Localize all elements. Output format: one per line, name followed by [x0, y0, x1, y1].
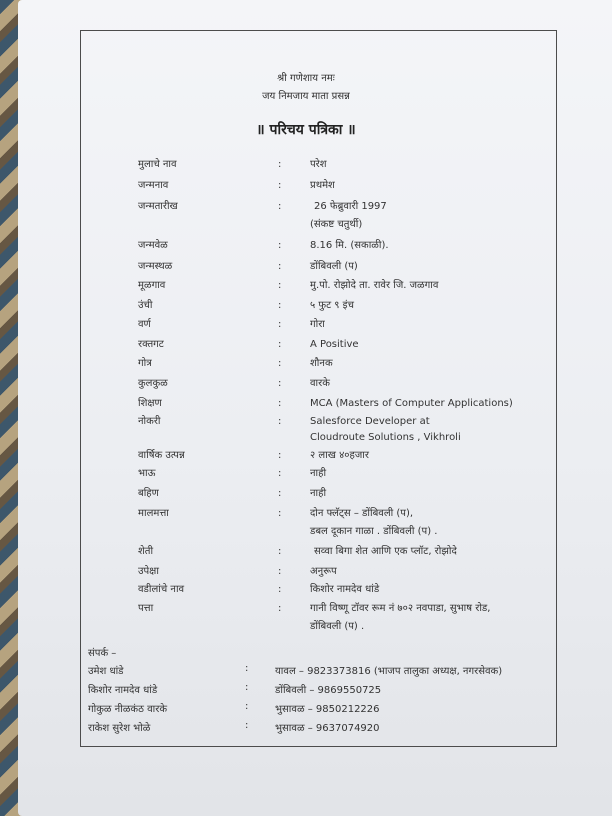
detail-separator: :	[278, 398, 282, 409]
detail-value: Salesforce Developer at	[310, 416, 430, 427]
detail-separator: :	[278, 261, 282, 272]
detail-separator: :	[278, 378, 282, 389]
detail-separator: :	[278, 319, 282, 330]
detail-value-continued: डबल दूकान गाळा . डोंबिवली (प) .	[310, 526, 438, 537]
detail-value: शौनक	[310, 358, 333, 369]
detail-label: नोकरी	[138, 416, 161, 427]
detail-value: वारके	[310, 378, 330, 389]
detail-value: गानी विष्णू टॉवर रूम नं ७०२ नवपाडा, सुभाष रोड,	[310, 603, 491, 614]
detail-label: पत्ता	[138, 603, 154, 614]
detail-separator: :	[278, 339, 282, 350]
detail-separator: :	[278, 201, 282, 212]
contact-separator: :	[245, 682, 249, 693]
detail-label: वार्षिक उत्पन्न	[138, 450, 185, 461]
detail-label: रक्तगट	[138, 339, 164, 350]
detail-separator: :	[278, 468, 282, 479]
detail-value: परेश	[310, 159, 327, 170]
detail-separator: :	[278, 450, 282, 461]
detail-label: जन्मस्थळ	[138, 261, 173, 272]
contact-separator: :	[245, 663, 249, 674]
detail-separator: :	[278, 300, 282, 311]
detail-value: MCA (Masters of Computer Applications)	[310, 398, 513, 409]
detail-separator: :	[278, 240, 282, 251]
detail-label: वर्ण	[138, 319, 151, 330]
blessing-line: जय निमजाय माता प्रसन्न	[262, 91, 350, 102]
contact-separator: :	[245, 720, 249, 731]
contact-name: राकेश सुरेश भोळे	[88, 723, 151, 734]
detail-value: ५ फुट ९ इंच	[310, 300, 354, 311]
detail-value-continued: Cloudroute Solutions , Vikhroli	[310, 432, 461, 443]
contact-name: उमेश धांडे	[88, 666, 124, 677]
detail-separator: :	[278, 159, 282, 170]
detail-separator: :	[278, 488, 282, 499]
detail-separator: :	[278, 603, 282, 614]
detail-value: 26 फेब्रुवारी 1997	[314, 201, 387, 212]
page-title: ॥ परिचय पत्रिका ॥	[256, 122, 356, 138]
detail-value-continued: (संकष्ट चतुर्थी)	[310, 219, 363, 230]
detail-separator: :	[278, 358, 282, 369]
detail-value: A Positive	[310, 339, 359, 350]
detail-value: अनुरूप	[310, 566, 337, 577]
detail-value: नाही	[310, 468, 327, 479]
detail-label: गोत्र	[138, 358, 152, 369]
detail-label: वडीलांचे नाव	[138, 584, 185, 595]
detail-label: शेती	[138, 546, 154, 557]
contact-detail: यावल – 9823373816 (भाजप तालुका अध्यक्ष, नगरसेवक)	[275, 666, 503, 677]
detail-value-continued: डोंबिवली (प) .	[310, 621, 365, 632]
contact-separator: :	[245, 701, 249, 712]
detail-value: नाही	[310, 488, 327, 499]
detail-label: मूळगाव	[138, 280, 166, 291]
contact-name: गोकुळ नीळकंठ वारके	[88, 704, 168, 715]
contact-detail: भुसावळ – 9850212226	[275, 704, 380, 715]
detail-label: जन्मनाव	[138, 180, 169, 191]
detail-label: मालमत्ता	[138, 508, 169, 519]
detail-value: गोरा	[310, 319, 325, 330]
contact-name: किशोर नामदेव धांडे	[88, 685, 158, 696]
detail-value: किशोर नामदेव धांडे	[310, 584, 380, 595]
detail-separator: :	[278, 180, 282, 191]
detail-label: कुलकुळ	[138, 378, 168, 389]
detail-value: डोंबिवली (प)	[310, 261, 358, 272]
detail-label: बहिण	[138, 488, 159, 499]
detail-separator: :	[278, 508, 282, 519]
detail-separator: :	[278, 280, 282, 291]
detail-value: मु.पो. रोझोदे ता. रावेर जि. जळगाव	[310, 280, 439, 291]
detail-separator: :	[278, 584, 282, 595]
detail-value: सव्वा बिगा शेत आणि एक प्लॉट, रोझोदे	[314, 546, 457, 557]
detail-label: शिक्षण	[138, 398, 162, 409]
detail-separator: :	[278, 416, 282, 427]
detail-value: २ लाख ४०हजार	[310, 450, 369, 461]
contact-detail: भुसावळ – 9637074920	[275, 723, 380, 734]
detail-separator: :	[278, 566, 282, 577]
contact-detail: डोंबिवली – 9869550725	[275, 685, 382, 696]
detail-label: जन्मतारीख	[138, 201, 178, 212]
detail-value: प्रथमेश	[310, 180, 335, 191]
detail-label: उपेक्षा	[138, 566, 159, 577]
detail-separator: :	[278, 546, 282, 557]
detail-label: उंची	[138, 300, 153, 311]
detail-label: मुलाचे नाव	[138, 159, 177, 170]
detail-value: 8.16 मि. (सकाळी).	[310, 240, 389, 251]
detail-label: भाऊ	[138, 468, 156, 479]
detail-value: दोन फ्लॅट्स – डोंबिवली (प),	[310, 508, 414, 519]
detail-label: जन्मवेळ	[138, 240, 168, 251]
invocation-line: श्री गणेशाय नमः	[277, 73, 335, 84]
